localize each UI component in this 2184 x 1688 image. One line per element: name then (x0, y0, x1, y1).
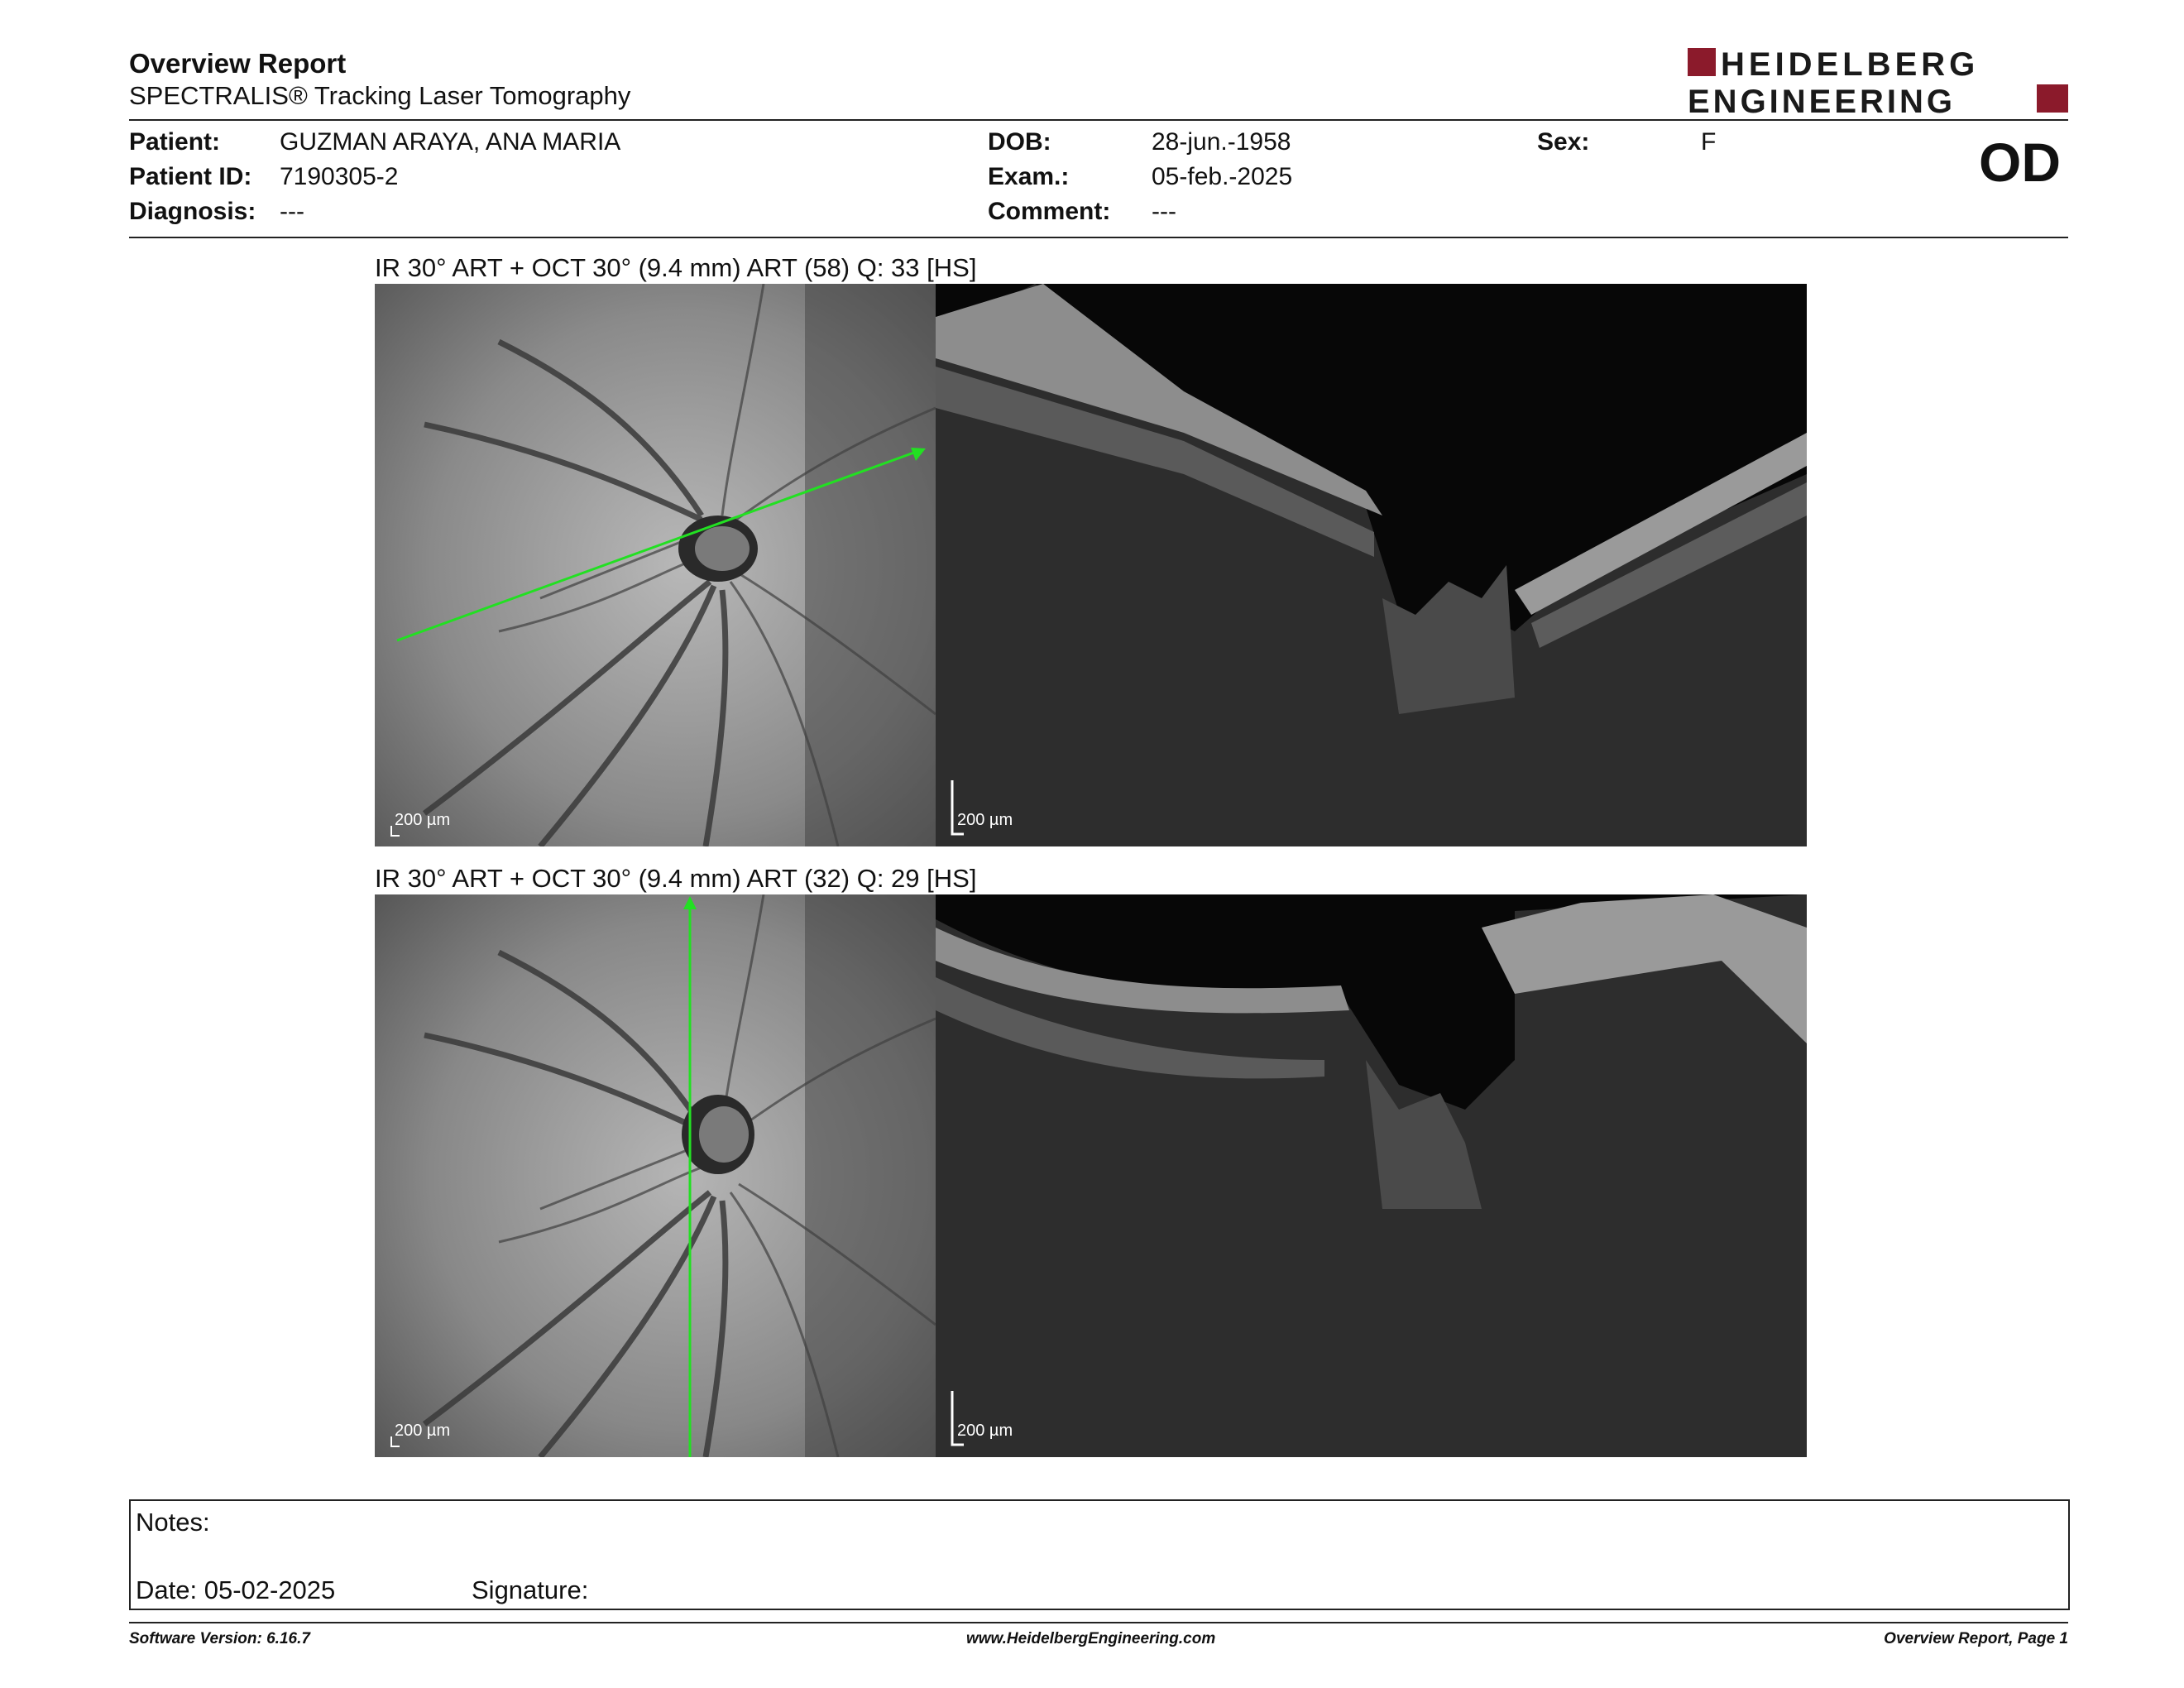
heidelberg-logo (1688, 46, 2068, 117)
oct-bscan-image-2 (936, 894, 1807, 1457)
diagnosis-label: Diagnosis: (129, 198, 256, 225)
dob-value: 28-jun.-1958 (1152, 128, 1291, 156)
scan-2-title: IR 30° ART + OCT 30° (9.4 mm) ART (32) Q: 29 [HS] (375, 864, 977, 893)
signature-label: Signature: (472, 1575, 589, 1604)
patient-label: Patient: (129, 128, 221, 156)
scan-1-title: IR 30° ART + OCT 30° (9.4 mm) ART (58) Q: 33 [HS] (375, 253, 977, 282)
diagnosis-value: --- (280, 198, 304, 225)
notes-label: Notes: (136, 1508, 210, 1537)
ir-scale-2: 200 µm (395, 1422, 451, 1440)
sex-label: Sex: (1537, 128, 1590, 156)
patient-id: 7190305-2 (280, 163, 399, 190)
oct-bscan-image-1 (936, 284, 1807, 846)
oct-scale-2: 200 µm (957, 1422, 1013, 1440)
info-divider (129, 237, 2068, 238)
comment-value: --- (1152, 198, 1176, 225)
notes-box (129, 1499, 2070, 1610)
page-indicator: Overview Report, Page 1 (1884, 1630, 2068, 1647)
header-divider (129, 119, 2068, 121)
exam-value: 05-feb.-2025 (1152, 163, 1293, 190)
dob-label: DOB: (988, 128, 1051, 156)
exam-label: Exam.: (988, 163, 1070, 190)
software-version: Software Version: 6.16.7 (129, 1630, 310, 1647)
oct-scale-1: 200 µm (957, 811, 1013, 829)
ir-fundus-image-1 (375, 284, 936, 846)
date-label: Date: 05-02-2025 (136, 1575, 336, 1604)
logo-line1: HEIDELBERG (1721, 46, 1980, 83)
ir-scale-1: 200 µm (395, 811, 451, 829)
comment-label: Comment: (988, 198, 1111, 225)
patient-name: GUZMAN ARAYA, ANA MARIA (280, 128, 621, 156)
ir-fundus-image-2 (375, 894, 936, 1457)
footer-divider (129, 1622, 2068, 1623)
report-title: Overview Report (129, 48, 347, 79)
sex-value: F (1701, 128, 1717, 156)
patient-id-label: Patient ID: (129, 163, 252, 190)
eye-laterality: OD (1979, 132, 2061, 193)
report-subtitle: SPECTRALIS® Tracking Laser Tomography (129, 81, 631, 110)
logo-line2: ENGINEERING (1688, 84, 1956, 117)
website-link[interactable]: www.HeidelbergEngineering.com (966, 1630, 1216, 1647)
